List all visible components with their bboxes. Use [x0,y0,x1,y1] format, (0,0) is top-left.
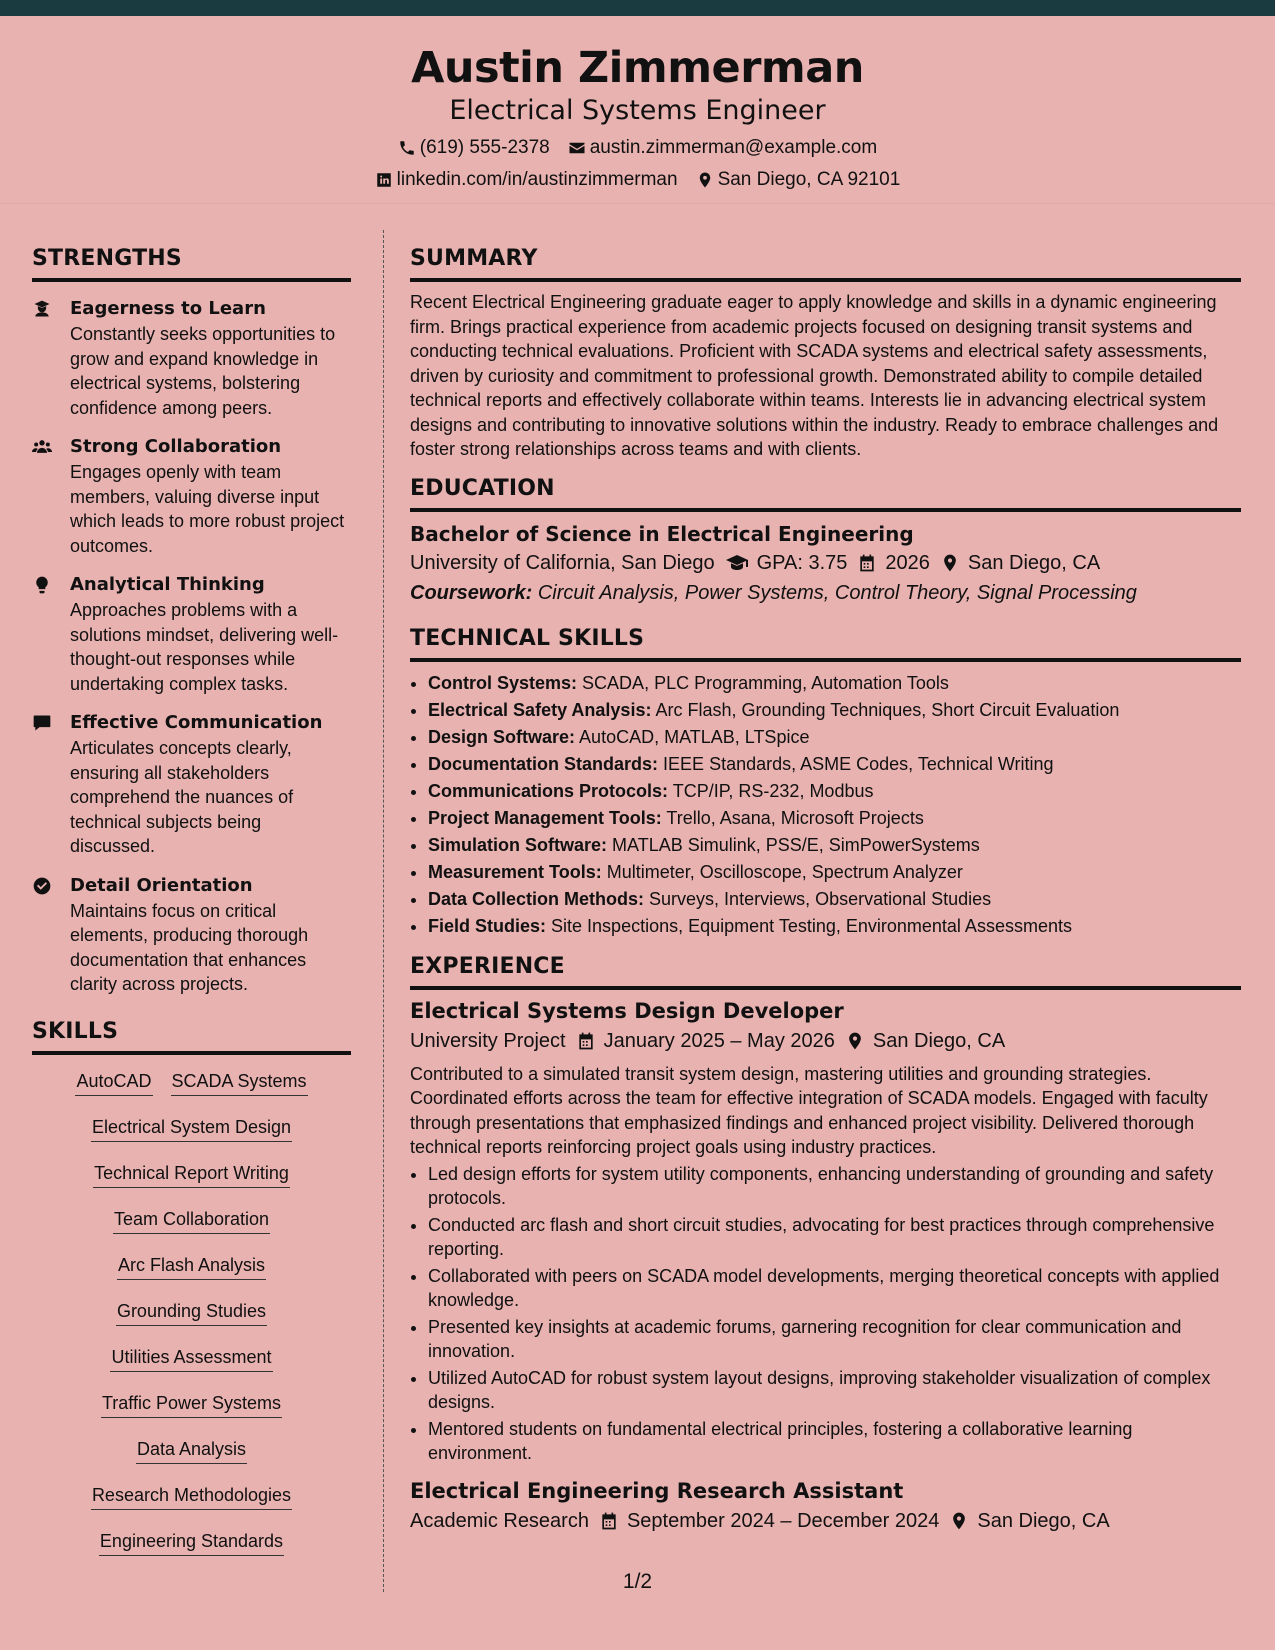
strength-item [32,434,351,558]
skill-value: Arc Flash, Grounding Techniques, Short Circuit Evaluation [655,699,1120,720]
calendar-icon [857,553,877,573]
location-text: San Diego, CA 92101 [717,169,901,190]
skill-label: Design Software: [428,726,576,747]
degree-title: Bachelor of Science in Electrical Engineering [410,521,914,546]
skill-value: SCADA, PLC Programming, Automation Tools [582,672,949,693]
job-title: Electrical Engineering Research Assistant [410,1478,904,1503]
skills-list [32,1069,351,1556]
skill-value: TCP/IP, RS-232, Modbus [672,780,874,801]
page-number: 1/2 [622,1570,653,1593]
skill-tag: Traffic Power Systems [101,1391,282,1418]
skill-tag: Arc Flash Analysis [117,1253,266,1280]
strength-title: Strong Collaboration [70,436,282,457]
skill-value: AutoCAD, MATLAB, LTSpice [579,726,810,747]
email-text[interactable]: austin.zimmerman@example.com [589,137,878,158]
list-item [428,724,1241,751]
experience-heading: EXPERIENCE [410,952,1241,990]
map-pin-icon [696,171,714,189]
list-item [428,886,1241,913]
list-item [428,751,1241,778]
job-location: San Diego, CA [977,1509,1110,1532]
skill-tag: Data Analysis [136,1437,247,1464]
phone-contact [398,136,550,160]
job-meta [410,1506,1241,1536]
list-item: • Collaborated with peers on SCADA model developments, merging theoretical concepts with applied knowledge. [428,1264,1241,1313]
strength-title: Effective Communication [70,712,323,733]
strength-desc: Approaches problems with a solutions mindset, delivering well-thought-out responses while undertaking complex tasks. [70,600,339,694]
skill-label: Project Management Tools: [428,807,662,828]
map-pin-icon [940,553,960,573]
skill-label: Data Collection Methods: [428,888,645,909]
list-item [428,859,1241,886]
linkedin-icon [375,171,393,189]
strengths-heading: STRENGTHS [32,244,351,282]
skills-heading: SKILLS [32,1017,351,1055]
phone-text: (619) 555-2378 [419,137,550,158]
job-dates: January 2025 – May 2026 [603,1029,835,1052]
resume-header [0,16,1275,204]
job-org: University Project [410,1029,566,1052]
strength-item [32,873,351,997]
skill-label: Control Systems: [428,672,578,693]
skill-label: Communications Protocols: [428,780,669,801]
job-bullets [410,1162,1241,1466]
list-item [428,697,1241,724]
skill-tag: Utilities Assessment [110,1345,272,1372]
check-circle-icon [32,876,52,896]
skill-tag: Technical Report Writing [93,1161,290,1188]
strength-desc: Constantly seeks opportunities to grow and expand knowledge in electrical systems, bolstering confidence among peers. [70,324,336,418]
location-contact [696,168,901,192]
skill-value: Trello, Asana, Microsoft Projects [666,807,924,828]
skill-value: IEEE Standards, ASME Codes, Technical Writing [663,753,1054,774]
left-column [32,244,351,1575]
job-org: Academic Research [410,1509,589,1532]
job-dates: September 2024 – December 2024 [626,1509,940,1532]
strength-title: Analytical Thinking [70,574,265,595]
phone-icon [398,139,416,157]
skill-value: MATLAB Simulink, PSS/E, SimPowerSystems [612,834,980,855]
list-item: • Presented key insights at academic forums, garnering recognition for clear communication and innovation. [428,1315,1241,1364]
grad-year: 2026 [885,551,930,574]
envelope-icon [568,139,586,157]
skill-tag: Engineering Standards [99,1529,284,1556]
map-pin-icon [845,1031,865,1051]
job-meta [410,1026,1241,1056]
coursework-label: Coursework: [410,581,533,604]
list-item: • Conducted arc flash and short circuit studies, advocating for best practices through comprehensive reporting. [428,1213,1241,1262]
skill-tag: Research Methodologies [91,1483,292,1510]
skill-value: Multimeter, Oscilloscope, Spectrum Analyzer [606,861,963,882]
strength-desc: Maintains focus on critical elements, producing thorough documentation that enhances clarity across projects. [70,900,309,994]
list-item [428,832,1241,859]
strength-item [32,572,351,696]
skill-tag: Grounding Studies [116,1299,267,1326]
job-location: San Diego, CA [872,1029,1006,1052]
top-bar [0,0,1275,16]
email-contact[interactable] [568,136,878,160]
skill-value: Surveys, Interviews, Observational Studies [649,888,992,909]
gpa-text: GPA: 3.75 [756,551,848,574]
technical-skills-heading: TECHNICAL SKILLS [410,624,1241,662]
graduation-cap-icon [725,551,749,575]
skill-value: Site Inspections, Equipment Testing, Environmental Assessments [551,915,1072,936]
skill-label: Documentation Standards: [428,753,659,774]
list-item [428,670,1241,697]
education-meta [410,548,1241,578]
school-location: San Diego, CA [967,551,1101,574]
summary-heading: SUMMARY [410,244,1241,282]
comment-icon [32,713,52,733]
strength-item [32,710,351,859]
calendar-icon [599,1511,619,1531]
skill-label: Measurement Tools: [428,861,602,882]
school-name: University of California, San Diego [410,551,715,574]
graduate-icon [32,299,52,319]
list-item: • Led design efforts for system utility components, enhancing understanding of grounding and safety protocols. [428,1162,1241,1211]
skill-label: Electrical Safety Analysis: [428,699,652,720]
calendar-icon [576,1031,596,1051]
strength-title: Eagerness to Learn [70,298,266,319]
coursework [410,578,1241,608]
list-item [428,913,1241,940]
skill-tag: Team Collaboration [113,1207,270,1234]
candidate-name: Austin Zimmerman [411,43,864,93]
list-item [428,778,1241,805]
skill-tag: AutoCAD [75,1069,152,1096]
coursework-text: Circuit Analysis, Power Systems, Control Theory, Signal Processing [537,581,1137,604]
map-pin-icon [949,1511,969,1531]
strength-desc: Articulates concepts clearly, ensuring all stakeholders comprehend the nuances of technical subjects being discussed. [70,738,294,856]
list-item: • Mentored students on fundamental electrical principles, fostering a collaborative learning environment. [428,1417,1241,1466]
candidate-title: Electrical Systems Engineer [449,95,826,126]
strength-item [32,296,351,420]
linkedin-text[interactable]: linkedin.com/in/austinzimmerman [396,169,678,190]
right-column [410,244,1241,1536]
education-heading: EDUCATION [410,474,1241,512]
contact-row-1 [0,136,1275,160]
list-item [428,805,1241,832]
strength-desc: Engages openly with team members, valuing diverse input which leads to more robust project outcomes. [70,462,345,556]
summary-text: Recent Electrical Engineering graduate eager to apply knowledge and skills in a dynamic engineering firm. Brings practical experience from academic projects focused on designing transit systems and conducting technical evaluations. Proficient with SCADA systems and electrical safety assessments, driven by curiosity and commitment to professional growth. Demonstrated ability to compile detailed technical reports and effectively collaborate within teams. Interests lie in advancing electrical system designs and contributing to innovative solutions within the industry. Ready to embrace challenges and foster strong relationships across teams and with clients. [410,292,1219,459]
linkedin-contact[interactable] [375,168,678,192]
skill-tag: SCADA Systems [171,1069,308,1096]
users-icon [32,437,52,457]
job-title: Electrical Systems Design Developer [410,998,844,1023]
skill-label: Simulation Software: [428,834,608,855]
column-divider [383,230,384,1592]
skill-tag: Electrical System Design [91,1115,292,1142]
strength-title: Detail Orientation [70,874,253,896]
skill-label: Field Studies: [428,915,547,936]
lightbulb-icon [32,575,52,595]
contact-row-2 [0,168,1275,192]
list-item: • Utilized AutoCAD for robust system layout designs, improving stakeholder visualization of complex designs. [428,1366,1241,1415]
technical-skills-list [410,670,1241,940]
job-description: Contributed to a simulated transit system design, mastering utilities and grounding strategies. Coordinated efforts across the team for effective integration of SCADA models. Engaged with faculty through presentations that emphasized findings and enhanced project visibility. Delivered thorough technical reports reinforcing project goals using industry practices. [410,1063,1208,1157]
